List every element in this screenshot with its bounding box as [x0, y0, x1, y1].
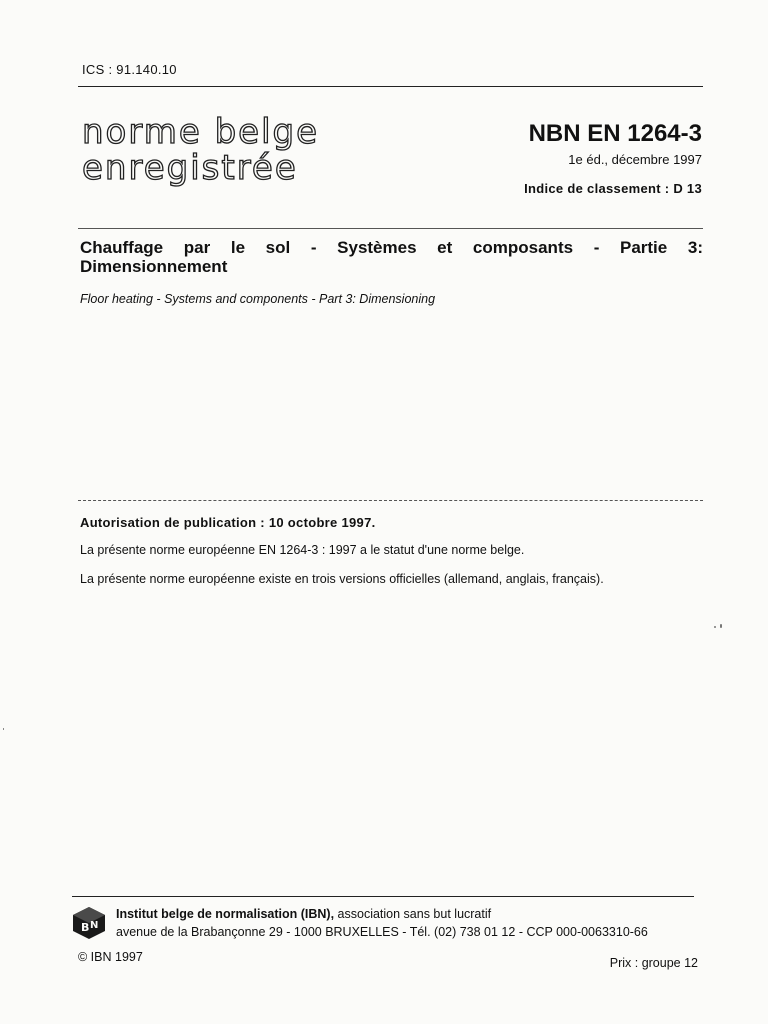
title-divider [78, 228, 703, 229]
brand-line-2: enregistrée [82, 148, 298, 188]
official-versions-statement: La présente norme européenne existe en trois versions officielles (allemand, anglais, français). [80, 572, 604, 586]
title-french-continued: Dimensionnement [80, 257, 228, 276]
title-english: Floor heating - Systems and components - Part 3: Dimensioning [80, 292, 436, 306]
title-french: Chauffage par le sol - Systèmes et composants - Partie 3: [80, 238, 703, 257]
svg-text:N: N [90, 920, 99, 931]
classification-index: Indice de classement : D 13 [524, 181, 702, 196]
price-group: Prix : groupe 12 [609, 956, 698, 970]
standard-number: NBN EN 1264-3 [528, 120, 702, 147]
scan-speck [720, 624, 722, 628]
belgian-status-statement: La présente norme européenne EN 1264-3 : 1997 a le statut d'une norme belge. [80, 543, 525, 557]
svg-text:B: B [81, 921, 90, 934]
scan-speck [3, 728, 4, 730]
ics-code: ICS : 91.140.10 [82, 62, 177, 77]
edition-date: 1e éd., décembre 1997 [568, 152, 702, 167]
institute-address: avenue de la Brabançonne 29 - 1000 BRUXELLES - Tél. (02) 738 01 12 - CCP 000-0063310-66 [116, 925, 648, 939]
institute-name-bold: Institut belge de normalisation (IBN), [116, 907, 335, 921]
ibn-logo-icon [72, 906, 106, 940]
publication-authorisation: Autorisation de publication : 10 octobre 1997. [80, 515, 376, 530]
institute-description: association sans but lucratif [334, 907, 492, 921]
header-divider [78, 86, 703, 87]
copyright-notice: © IBN 1997 [78, 950, 143, 964]
brand-line-1: norme belge [82, 112, 320, 152]
institute-name [116, 907, 491, 921]
scan-speck [714, 626, 716, 628]
footer-divider [72, 896, 694, 897]
brand-wordmark [82, 114, 319, 186]
publication-divider [78, 500, 703, 501]
